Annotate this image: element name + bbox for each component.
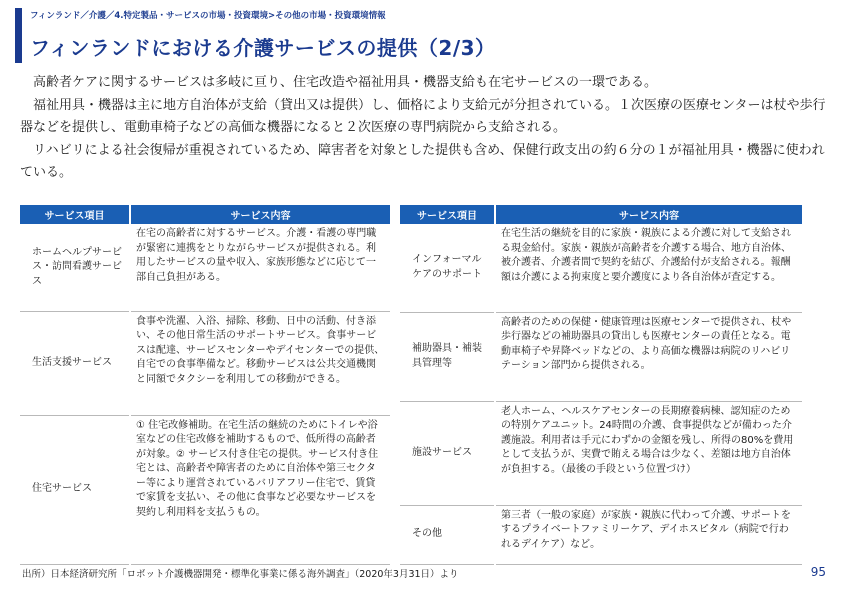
column-header-item: サービス項目 xyxy=(20,205,130,224)
services-table-right xyxy=(400,205,802,565)
table-header-row xyxy=(20,205,390,224)
table-row xyxy=(20,415,390,564)
page-number: 95 xyxy=(810,565,826,579)
table-row xyxy=(400,312,802,401)
intro-paragraph: 高齢者ケアに関するサービスは多岐に亘り、住宅改造や福祉用具・機器支給も在宅サービスの一環である。 xyxy=(33,75,658,90)
table-row xyxy=(400,224,802,312)
services-table-left xyxy=(20,205,390,565)
title-accent-bar xyxy=(15,8,22,63)
table-row xyxy=(400,505,802,564)
service-item: その他 xyxy=(400,505,495,564)
table-row xyxy=(400,401,802,505)
intro-paragraph: 福祉用具・機器は主に地方自治体が支給（貸出又は提供）し、価格により支給元が分担されている。１次医療の医療センターは杖や歩行器などを提供し、電動車椅子などの高価な機器になると２次医療の専門病院から支給される。 xyxy=(20,97,826,135)
service-item: ホームヘルプサービス・訪問看護サービス xyxy=(20,224,130,311)
service-content: 在宅生活の継続を目的に家族・親族による介護に対して支給される現金給付。家族・親族が高齢者を介護する場合、地方自治体、被介護者、介護者間で契約を結び、介護給付が支給される。報酬額は介護による拘束度と要介護度により各自治体が査定する。 xyxy=(495,224,802,312)
service-content: 老人ホーム、ヘルスケアセンターの長期療養病棟、認知症のための特別ケアユニット。24時間の介護、食事提供などが備わった介護施設。利用者は手元にわずかの金額を残し、所得の80%を費用として支払うが、実費で賄える場合は少なく、差額は地方自治体が負担する。（最後の手段という位置づけ） xyxy=(495,401,802,505)
column-header-content: サービス内容 xyxy=(495,205,802,224)
service-item: インフォーマルケアのサポート xyxy=(400,224,495,312)
service-item: 住宅サービス xyxy=(20,415,130,564)
table-row xyxy=(20,224,390,311)
table-row xyxy=(20,311,390,415)
service-item: 施設サービス xyxy=(400,401,495,505)
column-header-item: サービス項目 xyxy=(400,205,495,224)
source-note: 出所）日本経済研究所「ロボット介護機器開発・標準化事業に係る海外調査」（2020年3月31日）より xyxy=(22,569,459,580)
service-content: ① 住宅改修補助。在宅生活の継続のためにトイレや浴室などの住宅改修を補助するもので、低所得の高齢者が対象。② サービス付き住宅の提供。サービス付き住宅とは、高齢者や障害者のために自治体や第三セクター等により運営されているバリアフリー住宅で、賃貸で家賃を支払い、その他に食事など必要なサービスを契約し利用料を支払うもの。 xyxy=(130,415,390,564)
breadcrumb: フィンランド／介護／4.特定製品・サービスの市場・投資環境>その他の市場・投資環境情報 xyxy=(30,11,386,21)
page-title: フィンランドにおける介護サービスの提供（2/3） xyxy=(30,36,496,60)
service-item: 生活支援サービス xyxy=(20,311,130,415)
intro-paragraph: リハビリによる社会復帰が重視されているため、障害者を対象とした提供も含め、保健行政支出の約６分の１が福祉用具・機器に使われている。 xyxy=(20,142,825,180)
service-content: 在宅の高齢者に対するサービス。介護・看護の専門職が緊密に連携をとりながらサービスが提供される。利用したサービスの量や収入、家族形態などに応じて一部自己負担がある。 xyxy=(130,224,390,311)
column-header-content: サービス内容 xyxy=(130,205,390,224)
service-content: 高齢者のための保健・健康管理は医療センターで提供され、杖や歩行器などの補助器具の貸出しも医療センターの責任となる。電動車椅子や昇降ベッドなどの、より高価な機器は病院のリハビリテーション部門から提供される。 xyxy=(495,312,802,401)
intro-text xyxy=(20,72,828,185)
service-content: 第三者（一般の家庭）が家族・親族に代わって介護、サポートをするプライベートファミリーケア、デイホスピタル（病院で行われるデイケア）など。 xyxy=(495,505,802,564)
service-content: 食事や洗濯、入浴、掃除、移動、日中の活動、付き添い、その他日常生活のサポートサービス。食事サービスは配達、サービスセンターやデイセンターでの提供、自宅での食事準備など。移動サービスは公共交通機関と同額でタクシーを利用しての移動ができる。 xyxy=(130,311,390,415)
table-header-row xyxy=(400,205,802,224)
service-item: 補助器具・補装具管理等 xyxy=(400,312,495,401)
